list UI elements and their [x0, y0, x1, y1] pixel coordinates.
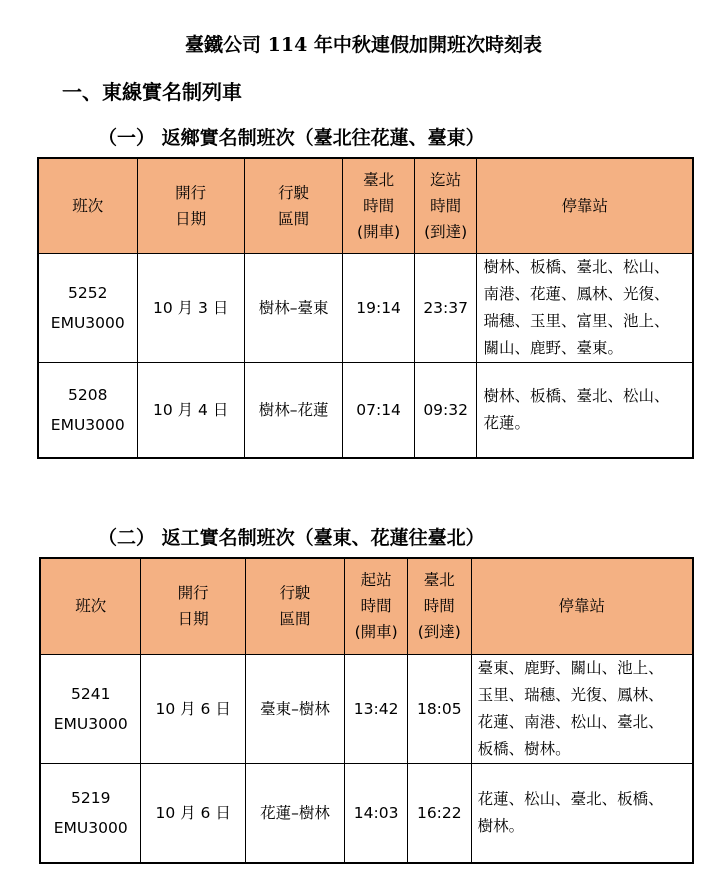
text-line: (到達)	[424, 222, 468, 241]
departure-time: 19:14	[343, 253, 414, 362]
table-heading-2: （二） 返工實名制班次（臺東、花蓮往臺北）	[98, 527, 485, 549]
text-line: 開行	[175, 183, 207, 202]
schedule-table-homebound	[37, 157, 694, 459]
header-route	[245, 558, 345, 654]
stops-line: 臺東、鹿野、關山、池上、	[477, 658, 664, 677]
text-line: 臺北	[363, 170, 395, 189]
date-cell: 10 月 3 日	[137, 253, 244, 362]
train-cell	[38, 362, 137, 458]
route-cell: 花蓮–樹林	[245, 763, 345, 863]
header-route	[244, 158, 343, 253]
text-line: (開車)	[354, 623, 398, 642]
text-line: 行駛	[278, 183, 310, 202]
arrival-time: 23:37	[414, 253, 477, 362]
text-line: (到達)	[417, 623, 461, 642]
schedule-table-return	[39, 557, 694, 864]
text-line: 時間	[360, 597, 392, 616]
train-type: EMU3000	[53, 714, 128, 733]
stops-cell	[471, 763, 693, 863]
stops-line: 花蓮、松山、臺北、板橋、	[477, 789, 664, 808]
text-line: 日期	[177, 610, 209, 629]
date-cell: 10 月 4 日	[137, 362, 244, 458]
text-line: (開車)	[357, 222, 401, 241]
stops-line: 南港、花蓮、鳳林、光復、	[483, 284, 670, 303]
header-arrival	[407, 558, 471, 654]
route-cell: 臺東–樹林	[245, 654, 345, 763]
table-row	[40, 763, 693, 863]
stops-line: 樹林、板橋、臺北、松山、	[483, 257, 670, 276]
train-cell	[40, 654, 141, 763]
text-line: 時間	[430, 196, 462, 215]
train-type: EMU3000	[50, 313, 125, 332]
train-number: 5241	[71, 684, 111, 703]
stops-line: 瑞穗、玉里、富里、池上、	[483, 311, 670, 330]
train-number: 5208	[68, 385, 108, 404]
train-type: EMU3000	[53, 818, 128, 837]
train-cell	[40, 763, 141, 863]
header-arrival	[414, 158, 477, 253]
section-heading: 一、東線實名制列車	[62, 80, 242, 104]
date-cell: 10 月 6 日	[141, 654, 245, 763]
stops-line: 花蓮、南港、松山、臺北、	[477, 712, 664, 731]
text-line: 區間	[278, 209, 310, 228]
stops-cell	[471, 654, 693, 763]
text-line: 臺北	[423, 571, 455, 590]
header-stops: 停靠站	[471, 558, 693, 654]
arrival-time: 09:32	[414, 362, 477, 458]
stops-cell	[477, 362, 693, 458]
table-heading-1: （一） 返鄉實名制班次（臺北往花蓮、臺東）	[98, 127, 485, 149]
stops-cell	[477, 253, 693, 362]
departure-time: 14:03	[345, 763, 408, 863]
route-cell: 樹林–花蓮	[244, 362, 343, 458]
stops-line: 板橋、樹林。	[477, 739, 571, 758]
header-departure	[343, 158, 414, 253]
text-line: 起站	[360, 571, 392, 590]
arrival-time: 18:05	[407, 654, 471, 763]
header-date	[137, 158, 244, 253]
page-title: 臺鐵公司 114 年中秋連假加開班次時刻表	[185, 34, 542, 56]
arrival-time: 16:22	[407, 763, 471, 863]
stops-line: 花蓮。	[483, 413, 530, 432]
text-line: 開行	[177, 584, 209, 603]
header-departure	[345, 558, 408, 654]
header-date	[141, 558, 245, 654]
train-number: 5252	[68, 283, 108, 302]
departure-time: 07:14	[343, 362, 414, 458]
header-train: 班次	[40, 558, 141, 654]
table-row	[38, 362, 693, 458]
header-stops: 停靠站	[477, 158, 693, 253]
stops-line: 玉里、瑞穗、光復、鳳林、	[477, 685, 664, 704]
text-line: 行駛	[279, 584, 311, 603]
train-number: 5219	[71, 788, 111, 807]
stops-line: 樹林。	[477, 816, 525, 835]
train-type: EMU3000	[50, 415, 125, 434]
stops-line: 樹林、板橋、臺北、松山、	[483, 386, 670, 405]
departure-time: 13:42	[345, 654, 408, 763]
text-line: 日期	[175, 209, 207, 228]
table-row	[40, 654, 693, 763]
header-train: 班次	[38, 158, 137, 253]
text-line: 迄站	[430, 170, 462, 189]
table-row	[38, 253, 693, 362]
text-line: 區間	[279, 610, 311, 629]
text-line: 時間	[423, 597, 455, 616]
stops-line: 關山、鹿野、臺東。	[483, 338, 623, 357]
train-cell	[38, 253, 137, 362]
text-line: 時間	[363, 196, 395, 215]
route-cell: 樹林–臺東	[244, 253, 343, 362]
date-cell: 10 月 6 日	[141, 763, 245, 863]
